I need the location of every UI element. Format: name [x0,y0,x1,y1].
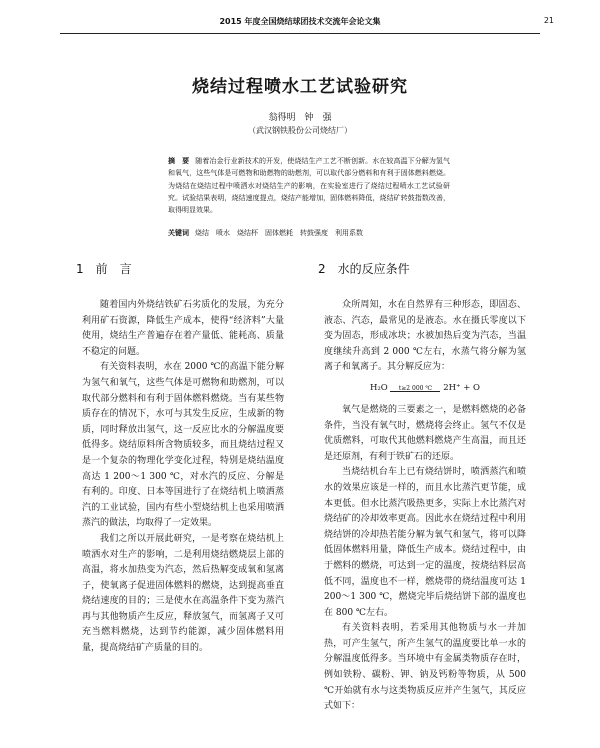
paragraph: 有关资料表明，水在 2000 ℃的高温下能分解为氢气和氧气，这些气体是可燃物和助燃剂，可以取代部分燃料和有利于固体燃料燃烧。当有某些物质存在的情况下，水可与其发生反应，生成新的物质，同时释放出氢气，这一反应比水的分解温度要低得多。烧结原料所含物质较多，而且烧结过程又是一个复杂的物理化学变化过程，特别是烧结温度高达 1 200～1 300 ℃，对水汽的反应、分解是有利的。印度、日本等国进行了在烧结机上喷洒蒸汽的工业试验，国内有些小型烧结机上也采用喷洒蒸汽的做法，均取得了一定效果。 [82,362,284,529]
header-divider [60,33,540,34]
paragraph: 随着国内外烧结铁矿石劣质化的发展，为充分利用矿石资源，降低生产成本，使得“经济料”大量使用，烧结生产普遍存在着产量低、能耗高、质量不稳定的问题。 [82,300,284,357]
paragraph: 有关资料表明，若采用其他物质与水一并加热，可产生氢气，所产生氢气的温度要比单一水的分解温度低得多。当环境中有金属类物质存在时，例如铁粉、碳粉、钾、钠及钙粉等物质，从 500 ℃开始就有水与这类物质反应并产生氢气，其反应式如下： [324,623,526,712]
equation-condition: t≥2 000 ℃ [398,384,433,392]
paragraph: 当烧结机台车上已有烧结饼时，喷洒蒸汽和喷水的效果应该是一样的，而且水比蒸汽更节能，成本更低。但水比蒸汽吸热更多，实际上水比蒸汽对烧结矿的冷却效率更高。因此水在烧结过程中利用烧结饼的冷却热若能分解为氧气和氢气，将可以降低固体燃料用量，降低生产成本。烧结过程中，由于燃料的燃烧，可达到一定的温度，按烧结料层高低不同，温度也不一样，燃烧带的烧结温度可达 1 200～1 300 ℃，燃烧完毕后烧结饼下部的温度也在 800 ℃左右。 [324,467,526,618]
decomposition-equation [324,378,526,399]
paragraph: 氧气是燃烧的三要素之一，是燃料燃烧的必备条件，当没有氧气时，燃烧将会终止。氢气不仅是优质燃料，可取代其他燃料燃烧产生高温，而且还是还原剂，有利于铁矿石的还原。 [324,404,526,462]
paragraph: 众所周知，水在自然界有三种形态，即固态、液态、汽态，最常见的是液态。水在摄氏零度以下变为固态，形成冰块；水被加热后变为汽态，当温度继续升高到 2 000 ℃左右，水蒸气将分解为氢离子和氧离子。其分解反应为： [324,300,526,373]
left-column [76,260,284,657]
equation-lhs: H₂O [369,382,388,393]
section-title: 水的反应条件 [337,262,410,276]
paper-affiliation: （武汉钢铁股份公司烧结厂） [248,126,352,135]
keywords-text: 烧结 喷水 烧结杯 固体燃耗 转鼓强度 利用系数 [195,229,363,237]
page-number: 21 [543,16,554,25]
section-number: 2 [318,262,326,276]
equation-arrow [390,379,440,399]
section-heading [318,260,526,278]
abstract-text: 随着冶金行业新技术的开发，使烧结生产工艺不断创新。水在较高温下分解为氢气和氧气，这些气体是可燃物和助燃物的助燃剂，可以取代部分燃料和有利于固体燃料燃烧。为烧结在烧结过程中喷洒水对烧结生产的影响，在实验室进行了烧结过程喷水工艺试验研究。试验结果表明，烧结速度提点，烧结产能增加，固体燃料降低，烧结矿转鼓指数改善，取得明显效果。 [168,157,451,215]
keywords [168,228,450,238]
paragraph: 我们之所以开展此研究，一是考察在烧结机上喷洒水对生产的影响，二是利用烧结燃烧层上部的高温，将水加热变为汽态，然后热解变成氧和氢离子，使氧离子促进固体燃料的燃烧，达到提高垂直烧结速度的目的；三是使水在高温条件下变为蒸汽再与其他物质产生反应，释放氢气，而氢离子又可充当燃料燃烧，达到节约能源，减少固体燃料用量，提高烧结矿产质量的目的。 [82,533,284,654]
keywords-label: 关键词 [168,229,189,237]
abstract [168,155,450,216]
section-heading [76,260,284,278]
equation-rhs: 2H⁺ + O [443,382,480,393]
paper-authors: 翁得明 钟 强 [268,113,332,123]
running-title: 2015 年度全国烧结球团技术交流年会论文集 [219,17,381,26]
running-header [0,12,600,30]
section-title: 前 言 [95,262,132,276]
paper-title: 烧结过程喷水工艺试验研究 [192,77,408,97]
right-column [318,260,526,715]
abstract-label: 摘 要 [168,157,190,165]
section-number: 1 [76,262,84,276]
